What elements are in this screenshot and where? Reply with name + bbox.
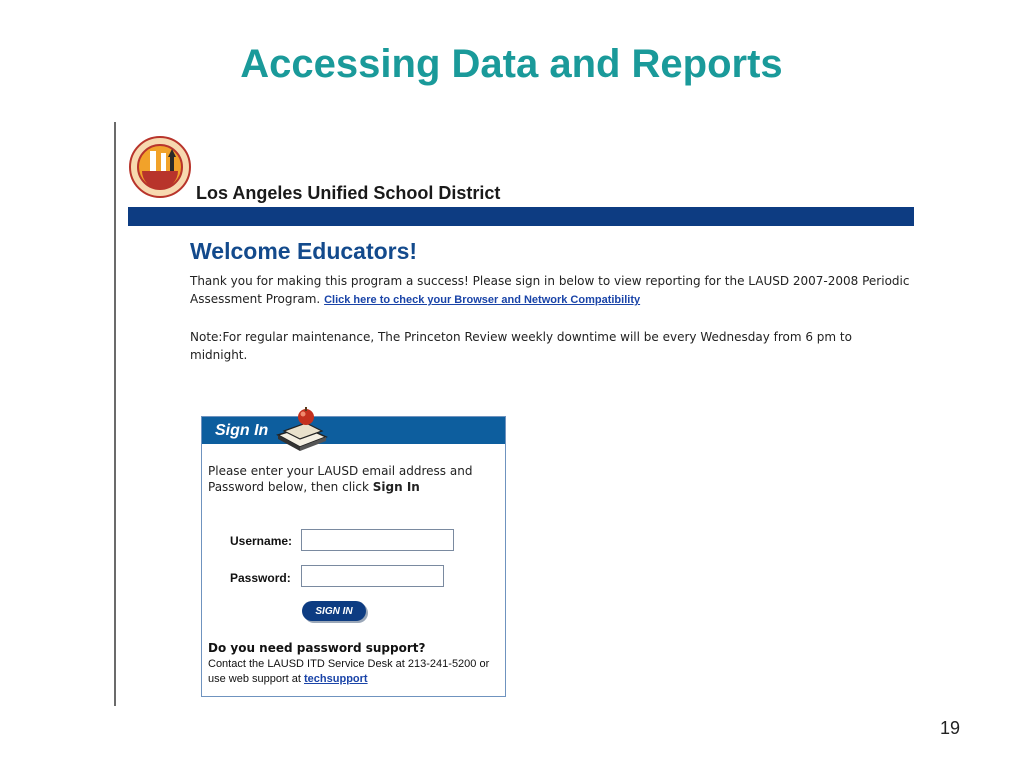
sign-in-button[interactable]: SIGN IN (302, 601, 366, 621)
signin-instructions (208, 463, 498, 495)
techsupport-link[interactable]: techsupport (304, 673, 368, 685)
district-name: Los Angeles Unified School District (196, 183, 501, 203)
maintenance-note: Note:For regular maintenance, The Princeton Review weekly downtime will be every Wednesday from 6 pm to midnight. (190, 330, 852, 362)
welcome-heading: Welcome Educators! (190, 238, 418, 264)
intro-text (190, 272, 910, 309)
compatibility-link[interactable]: Click here to check your Browser and Network Compatibility (324, 294, 641, 306)
slide-title: Accessing Data and Reports (240, 42, 783, 86)
support-heading: Do you need password support? (208, 641, 426, 655)
header-bar (128, 207, 914, 226)
support-text (208, 657, 504, 687)
books-apple-icon (274, 405, 330, 453)
username-label: Username: (230, 534, 293, 548)
instructions-text: Please enter your LAUSD email address and Password below, then click (208, 464, 473, 494)
username-input[interactable] (301, 529, 454, 551)
signin-header (202, 417, 505, 444)
lausd-seal-icon (128, 135, 192, 199)
password-label: Password: (230, 571, 291, 585)
page-number: 19 (940, 718, 961, 738)
support-description: Contact the LAUSD ITD Service Desk at 213-241-5200 or use web support at (208, 658, 490, 685)
instructions-bold: Sign In (372, 480, 420, 494)
divider-line (114, 122, 116, 706)
intro-paragraph: Thank you for making this program a success! Please sign in below to view reporting for the LAUSD 2007-2008 Periodic Assessment Program. (190, 274, 910, 306)
signin-title: Sign In (215, 422, 269, 439)
signin-panel (201, 416, 506, 697)
password-input[interactable] (301, 565, 444, 587)
